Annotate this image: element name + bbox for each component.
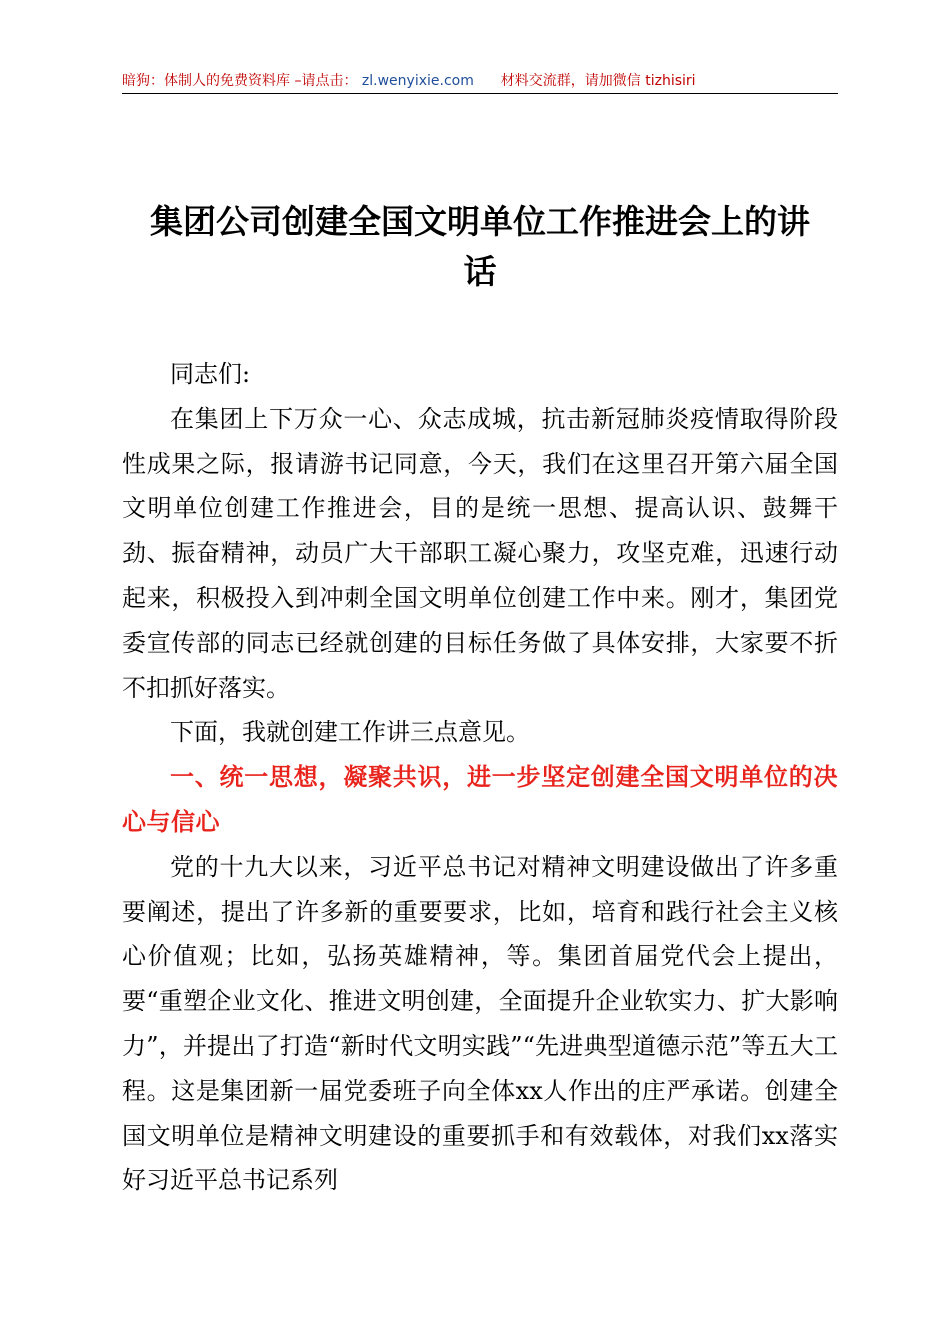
document-title [122,197,838,297]
document-title-line-1: 集团公司创建全国文明单位工作推进会上的讲 [150,202,810,241]
section-heading-1: 一、统一思想，凝聚共识，进一步坚定创建全国文明单位的决心与信心 [122,763,838,836]
document-body [122,352,838,1203]
header-contact: 材料交流群，请加微信 tizhisiri [500,73,696,89]
paragraph-opening: 在集团上下万众一心、众志成城，抗击新冠肺炎疫情取得阶段性成果之际，报请游书记同意，今天，我们在这里召开第六届全国文明单位创建工作推进会，目的是统一思想、提高认识、鼓舞干劲、振奋精神，动员广大干部职工凝心聚力，攻坚克难，迅速行动起来，积极投入到冲刺全国文明单位创建工作中来。刚才，集团党委宣传部的同志已经就创建的目标任务做了具体安排，大家要不折不扣抓好落实。 [122,404,838,702]
salutation: 同志们: [170,360,251,388]
header-brand: 暗狗：体制人的免费资料库 [122,73,290,89]
header-prompt: –请点击： [294,73,358,89]
document-title-line-2: 话 [463,252,497,291]
paragraph-section-1: 党的十九大以来，习近平总书记对精神文明建设做出了许多重要阐述，提出了许多新的重要要求，比如，培育和践行社会主义核心价值观；比如，弘扬英雄精神，等。集团首届党代会上提出，要“重塑企业文化、推进文明创建，全面提升企业软实力、扩大影响力”，并提出了打造“新时代文明实践”“先进典型道德示范”等五大工程。这是集团新一届党委班子向全体xx人作出的庄严承诺。创建全国文明单位是精神文明建设的重要抓手和有效载体，对我们xx落实好习近平总书记系列 [122,852,838,1195]
page-header [122,70,838,92]
header-link[interactable]: zl.wenyixie.com [361,73,474,89]
paragraph-intro: 下面，我就创建工作讲三点意见。 [170,718,530,747]
header-divider [122,93,838,94]
